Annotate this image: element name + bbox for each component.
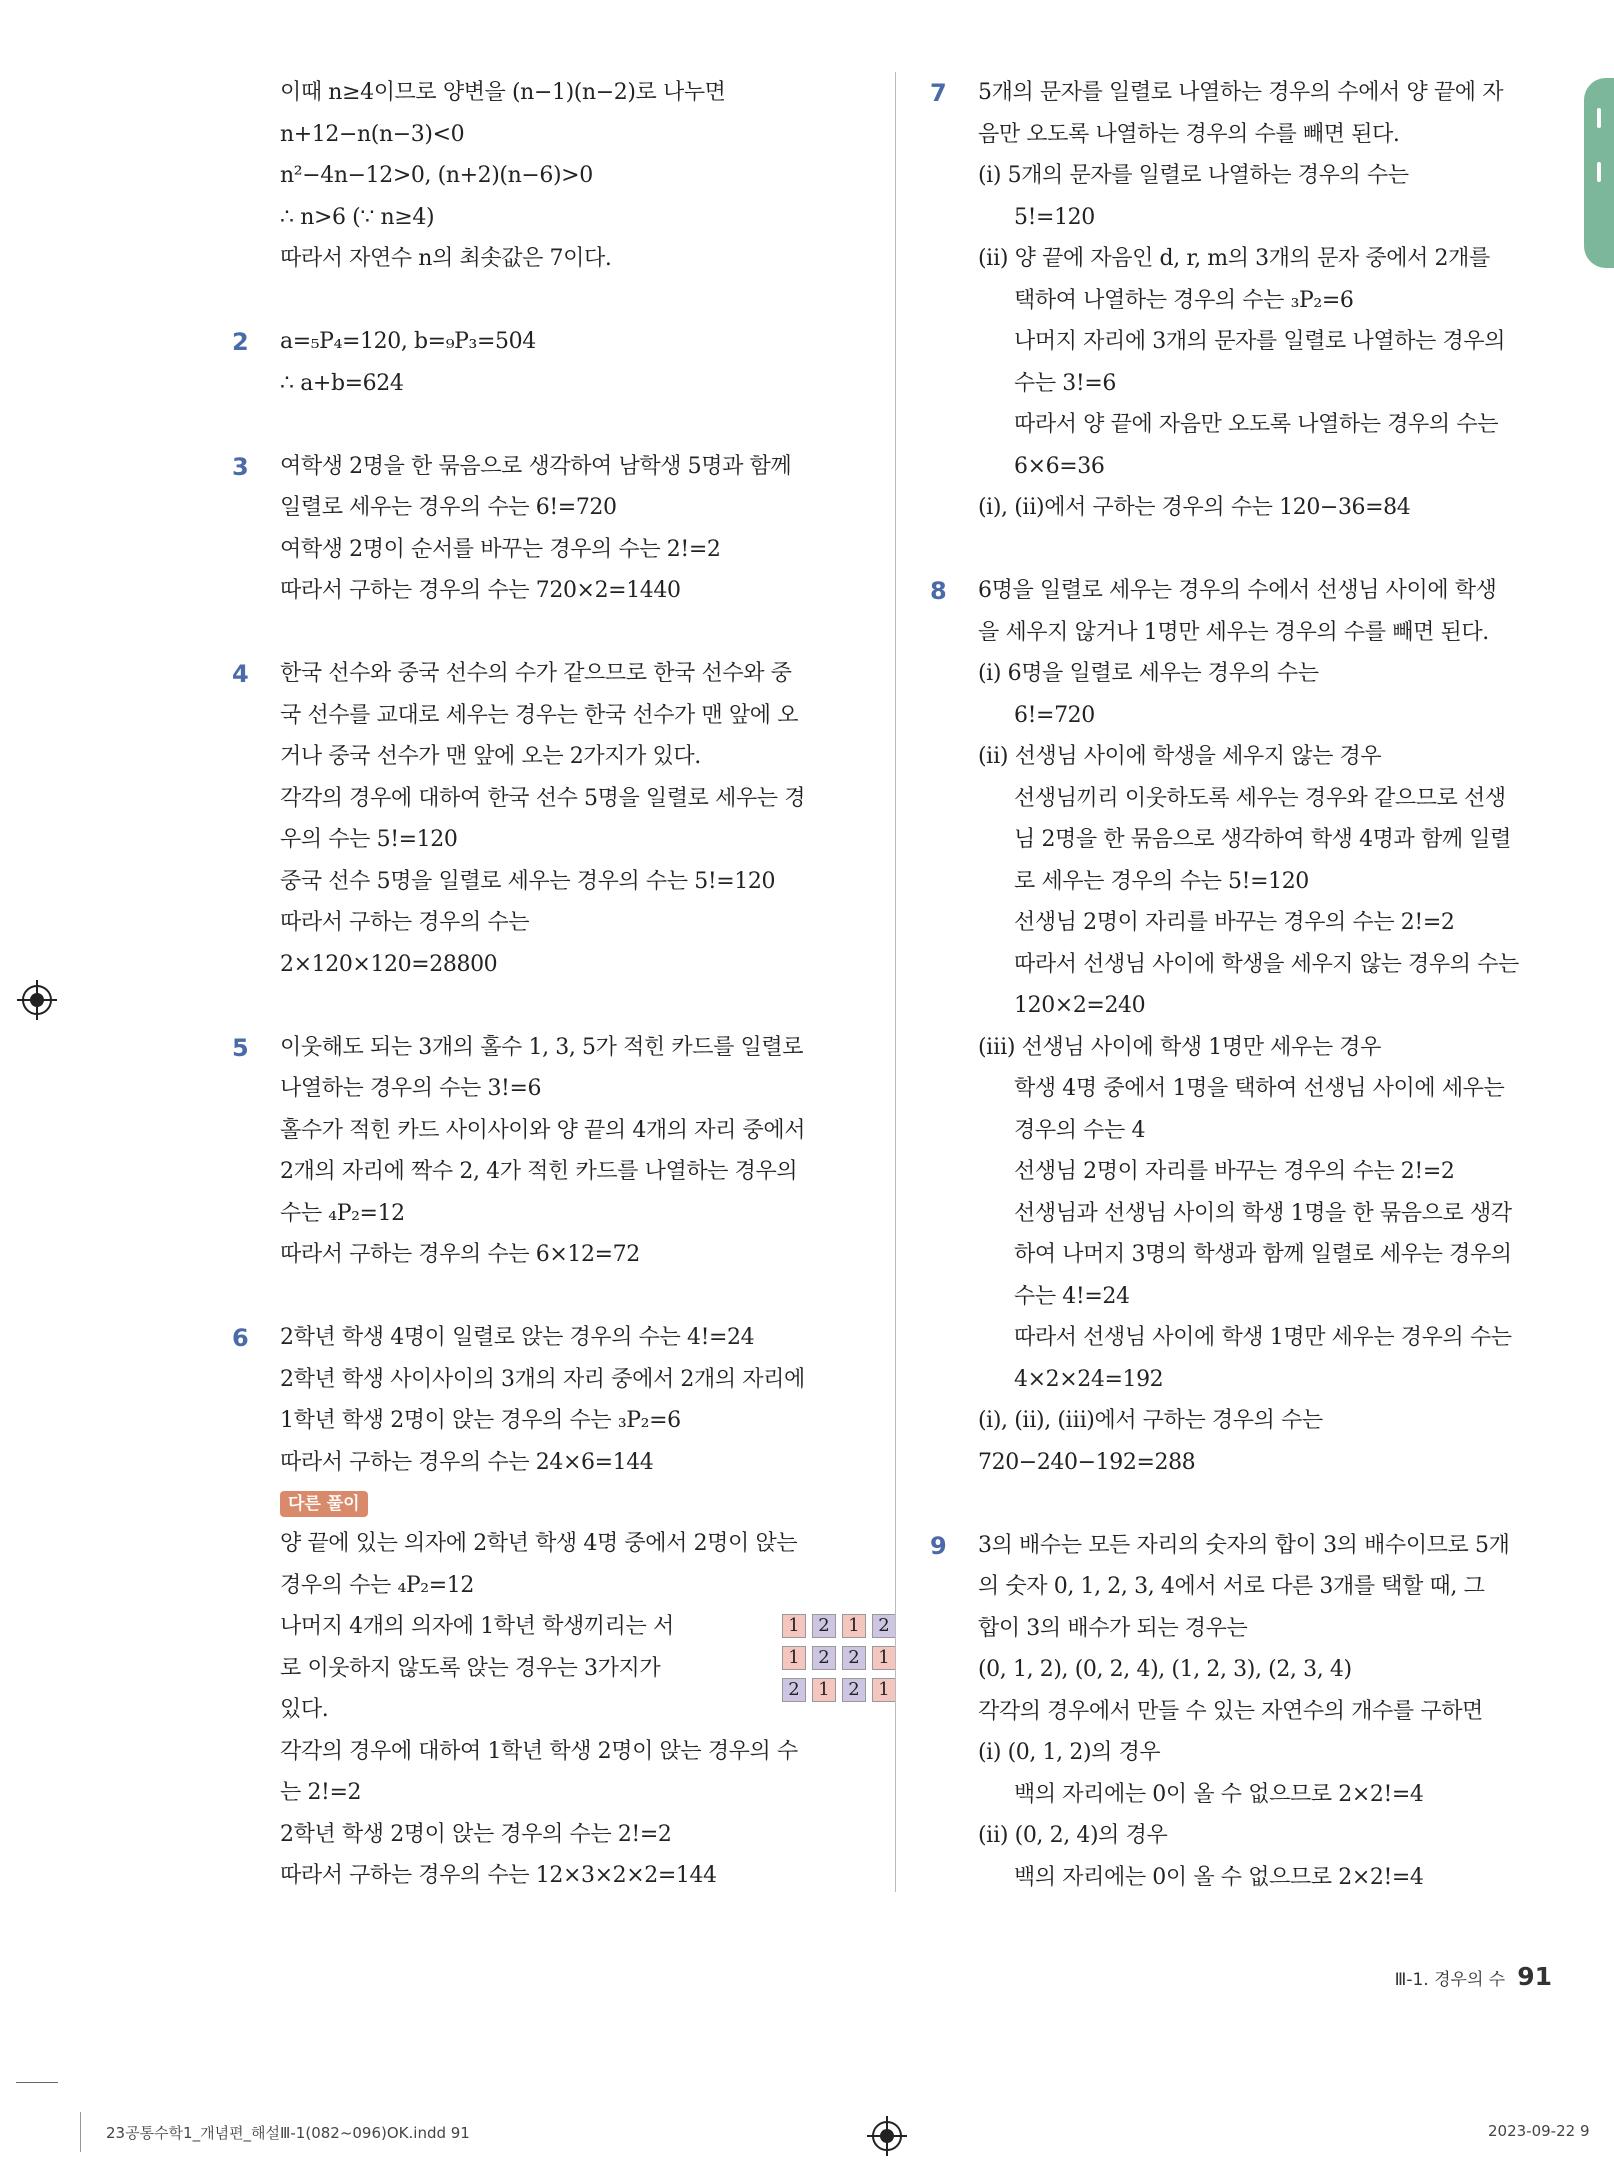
- solution-lines: [280, 321, 862, 404]
- problem-number: 8: [930, 577, 947, 605]
- text-line: ∴ n>6 (∵ n≥4): [280, 204, 435, 230]
- text-line: a=₅P₄=120, b=₉P₃=504: [280, 329, 536, 354]
- left-column: [232, 72, 890, 1897]
- seat-cell: 1: [782, 1614, 806, 1638]
- chapter-tab: [1584, 78, 1614, 268]
- text-line: 택하여 나열하는 경우의 수는 ₃P₂=6: [1014, 287, 1354, 313]
- right-column: [930, 72, 1555, 1898]
- problem-number: 6: [232, 1324, 249, 1352]
- problem-7: [930, 72, 1555, 529]
- seat-arrangement-text: [280, 1606, 710, 1731]
- text-line: 6!=720: [1014, 702, 1095, 728]
- text-line: 있다.: [280, 1697, 329, 1722]
- text-line: 한국 선수와 중국 선수의 수가 같으므로 한국 선수와 중: [280, 661, 792, 686]
- text-line: (ⅰ), (ⅱ), (ⅲ)에서 구하는 경우의 수는: [978, 1408, 1323, 1433]
- problem-4: [232, 653, 862, 985]
- solution-lines: [280, 1317, 862, 1483]
- text-line: 선생님과 선생님 사이의 학생 1명을 한 묶음으로 생각: [1014, 1200, 1512, 1226]
- text-line: 2×120×120=28800: [280, 951, 498, 977]
- text-line: 선생님 2명이 자리를 바꾸는 경우의 수는 2!=2: [1014, 910, 1455, 935]
- intro-lines: [280, 72, 862, 280]
- registration-mark-icon: [22, 985, 52, 1015]
- section-label: Ⅲ-1. 경우의 수: [1394, 1970, 1506, 1990]
- text-line: n+12−n(n−3)<0: [280, 121, 465, 147]
- seat-cell: 2: [872, 1614, 896, 1638]
- text-line: 따라서 구하는 경우의 수는 720×2=1440: [280, 578, 681, 603]
- problem-5: [232, 1027, 862, 1276]
- text-line: 따라서 선생님 사이에 학생을 세우지 않는 경우의 수는: [1014, 951, 1519, 977]
- solution-lines: [280, 446, 862, 612]
- text-line: 수는 4!=24: [1014, 1283, 1130, 1309]
- text-line: 홀수가 적힌 카드 사이사이와 양 끝의 4개의 자리 중에서: [280, 1117, 806, 1143]
- registration-mark-icon: [872, 2121, 902, 2151]
- solution-lines: [978, 1525, 1555, 1899]
- text-line: 나열하는 경우의 수는 3!=6: [280, 1076, 542, 1101]
- text-line: 2학년 학생 사이사이의 3개의 자리 중에서 2개의 자리에: [280, 1366, 805, 1392]
- text-line: 일렬로 세우는 경우의 수는 6!=720: [280, 495, 617, 520]
- imprint-file: 23공통수학1_개념편_해설Ⅲ-1(082~096)OK.indd 91: [106, 2124, 470, 2142]
- text-line: 따라서 양 끝에 자음만 오도록 나열하는 경우의 수는: [1014, 412, 1499, 437]
- text-line: 2학년 학생 2명이 앉는 경우의 수는 2!=2: [280, 1821, 672, 1847]
- text-line: 6명을 일렬로 세우는 경우의 수에서 선생님 사이에 학생: [978, 578, 1497, 603]
- text-line: 각각의 경우에 대하여 1학년 학생 2명이 앉는 경우의 수: [280, 1738, 798, 1764]
- seat-cell: 1: [872, 1678, 896, 1702]
- text-line: 우의 수는 5!=120: [280, 827, 458, 852]
- text-line: 5!=120: [1014, 204, 1095, 230]
- crop-mark: [16, 2082, 58, 2083]
- text-line: 이웃해도 되는 3개의 홀수 1, 3, 5가 적힌 카드를 일렬로: [280, 1034, 804, 1060]
- seat-cell: 2: [812, 1614, 836, 1638]
- alternate-solution-badge: 다른 풀이: [280, 1491, 368, 1517]
- problem-number: 5: [232, 1033, 249, 1062]
- text-line: 여학생 2명이 순서를 바꾸는 경우의 수는 2!=2: [280, 536, 721, 562]
- text-line: 이때 n≥4이므로 양변을 (n−1)(n−2)로 나누면: [280, 80, 726, 105]
- text-line: 720−240−192=288: [978, 1449, 1196, 1475]
- text-line: 2개의 자리에 짝수 2, 4가 적힌 카드를 나열하는 경우의: [280, 1159, 798, 1184]
- text-line: 양 끝에 있는 의자에 2학년 학생 4명 중에서 2명이 앉는: [280, 1531, 798, 1556]
- seat-cell: 1: [842, 1614, 866, 1638]
- text-line: 3의 배수는 모든 자리의 숫자의 합이 3의 배수이므로 5개: [978, 1532, 1510, 1558]
- problem-3: [232, 446, 862, 612]
- imprint-date: 2023-09-22 9: [1488, 2122, 1590, 2140]
- text-line: 여학생 2명을 한 묶음으로 생각하여 남학생 5명과 함께: [280, 453, 792, 479]
- text-line: 각각의 경우에 대하여 한국 선수 5명을 일렬로 세우는 경: [280, 785, 806, 811]
- text-line: (ⅲ) 선생님 사이에 학생 1명만 세우는 경우: [978, 1034, 1382, 1060]
- solution-lines: [280, 653, 862, 985]
- seat-cell: 2: [842, 1678, 866, 1702]
- text-line: (ⅱ) 양 끝에 자음인 d, r, m의 3개의 문자 중에서 2개를: [978, 246, 1490, 271]
- text-line: 120×2=240: [1014, 993, 1146, 1018]
- text-line: 2학년 학생 4명이 일렬로 앉는 경우의 수는 4!=24: [280, 1325, 755, 1350]
- seat-cell: 1: [782, 1646, 806, 1670]
- text-line: 백의 자리에는 0이 올 수 없으므로 2×2!=4: [1014, 1864, 1424, 1890]
- text-line: 따라서 구하는 경우의 수는 24×6=144: [280, 1449, 654, 1475]
- text-line: 로 세우는 경우의 수는 5!=120: [1014, 868, 1309, 894]
- seat-arrangement-diagram: [782, 1614, 896, 1710]
- text-line: (ⅰ) (0, 1, 2)의 경우: [978, 1740, 1161, 1765]
- text-line: (0, 1, 2), (0, 2, 4), (1, 2, 3), (2, 3, 4): [978, 1657, 1352, 1682]
- text-line: 각각의 경우에서 만들 수 있는 자연수의 개수를 구하면: [978, 1698, 1483, 1724]
- text-line: 님 2명을 한 묶음으로 생각하여 학생 4명과 함께 일렬: [1014, 827, 1511, 852]
- text-line: 의 숫자 0, 1, 2, 3, 4에서 서로 다른 3개를 택할 때, 그: [978, 1574, 1485, 1599]
- problem-9: [930, 1525, 1555, 1899]
- text-line: 중국 선수 5명을 일렬로 세우는 경우의 수는 5!=120: [280, 868, 776, 894]
- text-line: 따라서 구하는 경우의 수는 12×3×2×2=144: [280, 1863, 717, 1888]
- text-line: 학생 4명 중에서 1명을 택하여 선생님 사이에 세우는: [1014, 1076, 1505, 1101]
- text-line: 따라서 구하는 경우의 수는 6×12=72: [280, 1242, 640, 1267]
- text-line: 나머지 4개의 의자에 1학년 학생끼리는 서: [280, 1614, 674, 1639]
- problem-2: [232, 321, 862, 404]
- text-line: 국 선수를 교대로 세우는 경우는 한국 선수가 맨 앞에 오: [280, 702, 799, 728]
- solution-lines: [978, 570, 1555, 1483]
- text-line: 음만 오도록 나열하는 경우의 수를 빼면 된다.: [978, 121, 1400, 147]
- seat-cell: 2: [782, 1678, 806, 1702]
- problem-number: 4: [232, 660, 249, 688]
- text-line: 경우의 수는 ₄P₂=12: [280, 1572, 474, 1598]
- text-line: 을 세우지 않거나 1명만 세우는 경우의 수를 빼면 된다.: [978, 619, 1489, 645]
- text-line: 수는 3!=6: [1014, 370, 1116, 396]
- text-line: 6×6=36: [1014, 453, 1105, 479]
- text-line: ∴ a+b=624: [280, 370, 404, 396]
- problem-number: 9: [930, 1531, 947, 1560]
- problem-1-continued: [232, 72, 862, 280]
- text-line: 나머지 자리에 3개의 문자를 일렬로 나열하는 경우의: [1014, 329, 1506, 354]
- problem-number: 2: [232, 328, 249, 356]
- seat-row: [782, 1678, 896, 1702]
- seat-cell: 2: [812, 1646, 836, 1670]
- seat-cell: 1: [812, 1678, 836, 1702]
- page-number: 91: [1517, 1962, 1552, 1991]
- column-divider: [895, 72, 896, 1892]
- seat-row: [782, 1614, 896, 1638]
- seat-cell: 2: [842, 1646, 866, 1670]
- text-line: 하여 나머지 3명의 학생과 함께 일렬로 세우는 경우의: [1014, 1242, 1512, 1267]
- seat-arrangement-block: [280, 1606, 890, 1731]
- solution-lines: [280, 1027, 862, 1276]
- text-line: 거나 중국 선수가 맨 앞에 오는 2가지가 있다.: [280, 744, 701, 769]
- text-line: (ⅱ) (0, 2, 4)의 경우: [978, 1823, 1168, 1848]
- text-line: 따라서 자연수 n의 최솟값은 7이다.: [280, 246, 612, 271]
- text-line: 경우의 수는 4: [1014, 1117, 1146, 1143]
- seat-cell: 1: [872, 1646, 896, 1670]
- text-line: (ⅰ) 5개의 문자를 일렬로 나열하는 경우의 수는: [978, 163, 1409, 188]
- text-line: 로 이웃하지 않도록 앉는 경우는 3가지가: [280, 1655, 661, 1681]
- text-line: 4×2×24=192: [1014, 1366, 1164, 1392]
- text-line: 선생님 2명이 자리를 바꾸는 경우의 수는 2!=2: [1014, 1159, 1455, 1184]
- text-line: (ⅰ), (ⅱ)에서 구하는 경우의 수는 120−36=84: [978, 495, 1411, 520]
- crop-mark: [80, 2112, 81, 2152]
- text-line: (ⅱ) 선생님 사이에 학생을 세우지 않는 경우: [978, 744, 1382, 769]
- text-line: 선생님끼리 이웃하도록 세우는 경우와 같으므로 선생: [1014, 785, 1506, 811]
- text-line: 따라서 구하는 경우의 수는: [280, 910, 530, 935]
- text-line: 따라서 선생님 사이에 학생 1명만 세우는 경우의 수는: [1014, 1325, 1512, 1350]
- problem-number: 3: [232, 452, 249, 481]
- text-line: (ⅰ) 6명을 일렬로 세우는 경우의 수는: [978, 661, 1319, 686]
- solution-lines: [978, 72, 1555, 529]
- page-footer: [1395, 1962, 1552, 1991]
- text-line: 수는 ₄P₂=12: [280, 1200, 405, 1226]
- problem-8: [930, 570, 1555, 1483]
- alternate-solution-tail: [280, 1731, 862, 1897]
- text-line: n²−4n−12>0, (n+2)(n−6)>0: [280, 163, 593, 188]
- text-line: 1학년 학생 2명이 앉는 경우의 수는 ₃P₂=6: [280, 1408, 681, 1433]
- seat-row: [782, 1646, 896, 1670]
- problem-6: [232, 1317, 890, 1897]
- text-line: 백의 자리에는 0이 올 수 없으므로 2×2!=4: [1014, 1781, 1424, 1807]
- problem-number: 7: [930, 79, 947, 107]
- text-line: 5개의 문자를 일렬로 나열하는 경우의 수에서 양 끝에 자: [978, 80, 1504, 105]
- alternate-solution-lines: [280, 1523, 862, 1606]
- text-line: 합이 3의 배수가 되는 경우는: [978, 1615, 1248, 1641]
- text-line: 는 2!=2: [280, 1780, 362, 1805]
